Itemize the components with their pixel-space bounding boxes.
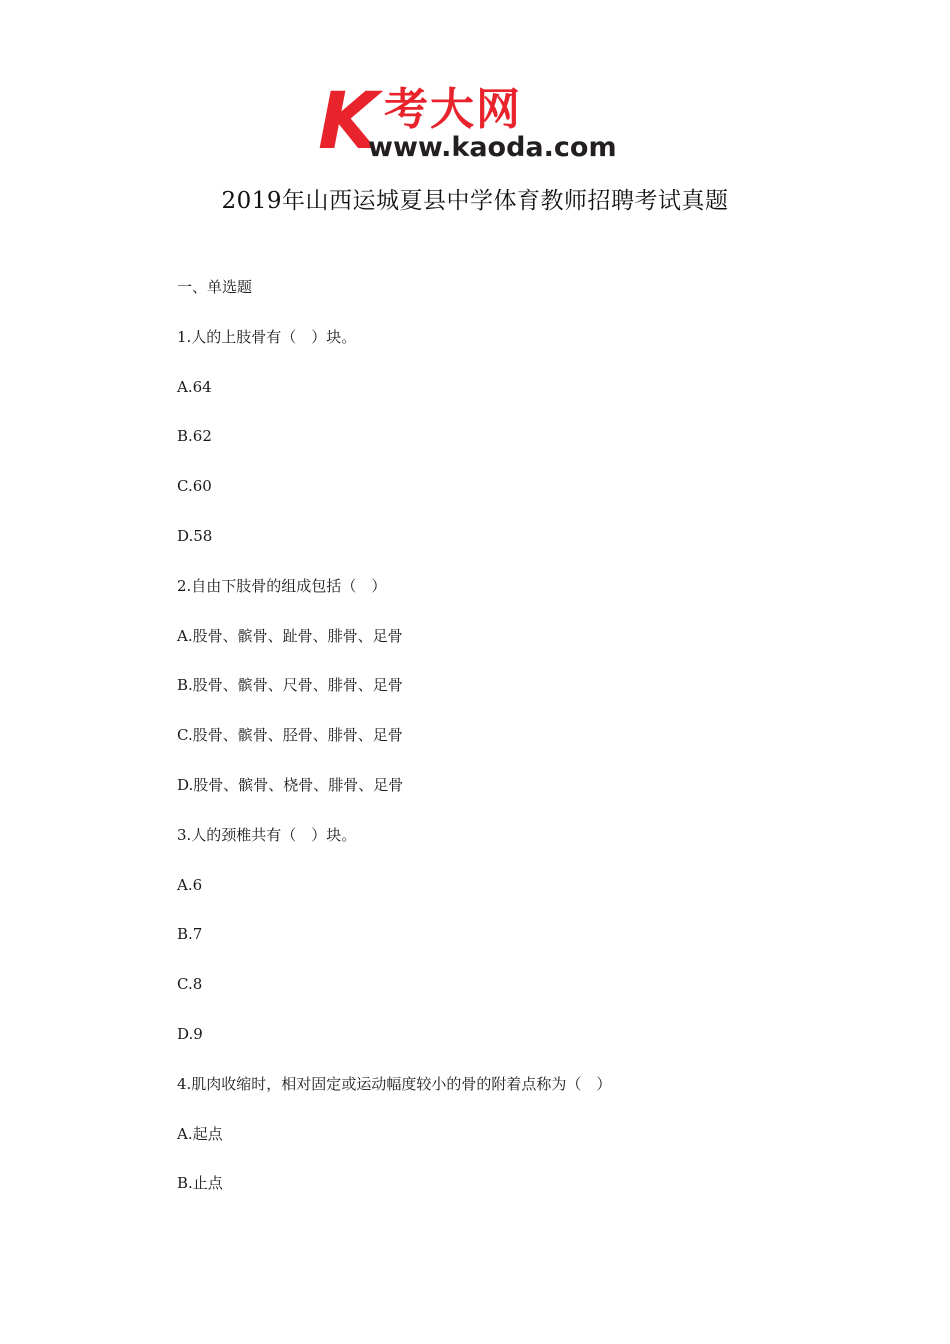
question-list	[177, 275, 877, 1221]
answer-option: C.60	[177, 477, 212, 496]
question-stem: 3.人的颈椎共有（ ）块。	[177, 825, 357, 844]
answer-option: B.62	[177, 427, 212, 446]
logo-brand-name: 考大网	[384, 84, 522, 135]
logo-k-letter: K	[318, 80, 379, 160]
document-title: 2019年山西运城夏县中学体育教师招聘考试真题	[221, 188, 729, 214]
kaoda-logo-graphic	[318, 80, 638, 160]
answer-option: B.股骨、髌骨、尺骨、腓骨、足骨	[177, 676, 403, 695]
question-stem: 1.人的上肢骨有（ ）块。	[177, 327, 357, 346]
answer-option: D.9	[177, 1024, 203, 1043]
answer-option: B.7	[177, 925, 203, 944]
logo-brand-url: www.kaoda.com	[368, 132, 617, 160]
question-stem: 2.自由下肢骨的组成包括（ ）	[177, 576, 387, 595]
kaoda-logo	[318, 80, 638, 160]
answer-option: A.6	[177, 875, 203, 894]
section-heading: 一、单选题	[177, 278, 253, 296]
answer-option: D.股骨、髌骨、桡骨、腓骨、足骨	[177, 775, 404, 794]
answer-option: C.股骨、髌骨、胫骨、腓骨、足骨	[177, 726, 403, 745]
answer-option: A.股骨、髌骨、趾骨、腓骨、足骨	[177, 626, 403, 645]
answer-option: A.64	[177, 377, 212, 396]
answer-option: D.58	[177, 526, 213, 545]
question-stem: 4.肌肉收缩时，相对固定或运动幅度较小的骨的附着点称为（ ）	[177, 1074, 612, 1093]
answer-option: C.8	[177, 975, 203, 994]
answer-option: B.止点	[177, 1174, 223, 1193]
answer-option: A.起点	[177, 1124, 223, 1143]
